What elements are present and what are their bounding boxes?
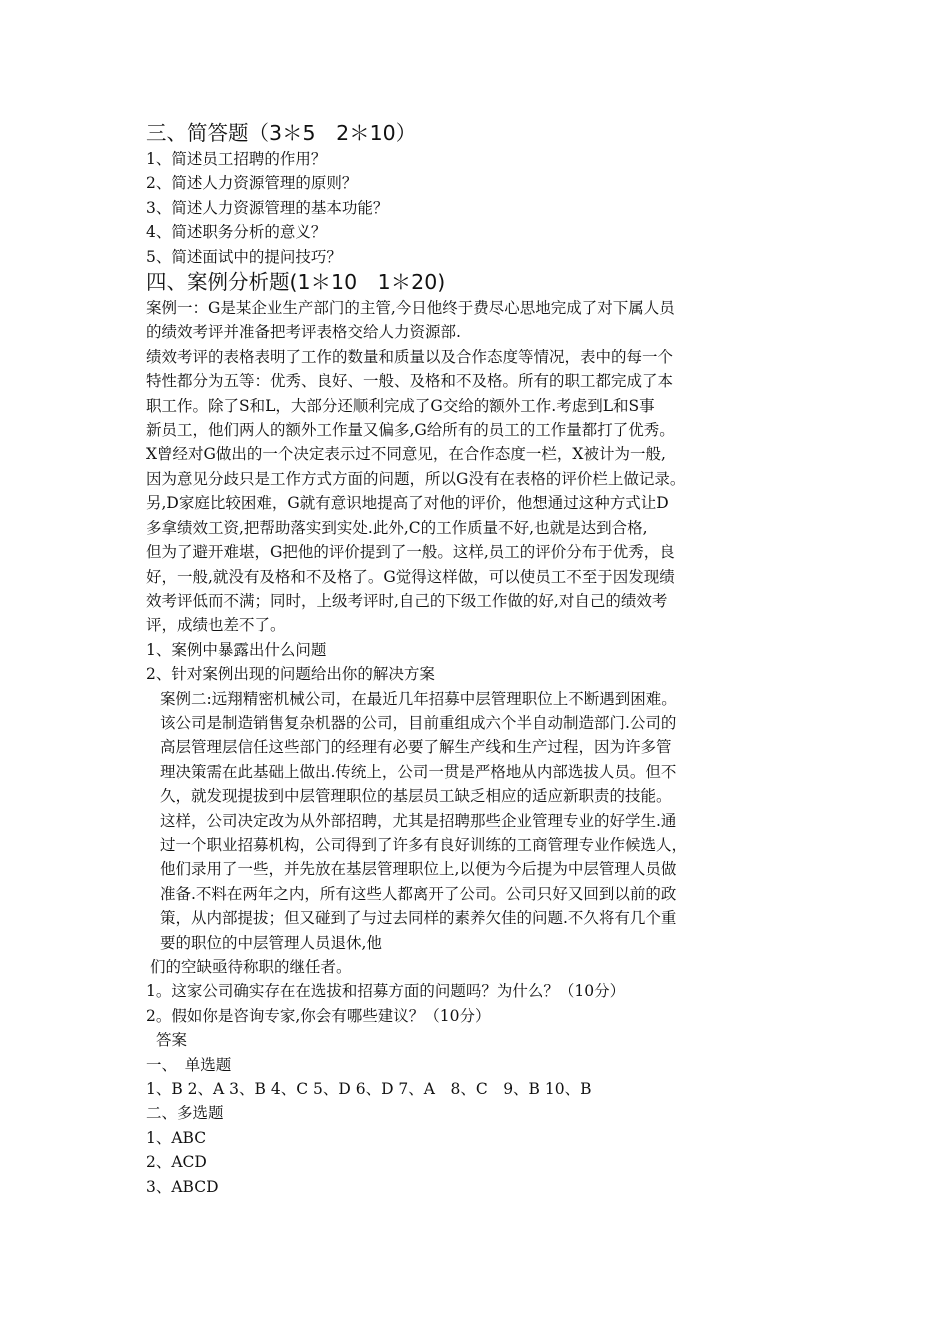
question-item: 2、简述人力资源管理的原则？ bbox=[146, 174, 358, 193]
case-1-line: 职工作。除了S和L，大部分还顺利完成了G交给的额外工作.考虑到L和S事 bbox=[146, 396, 655, 415]
case-2-questions bbox=[146, 979, 846, 1028]
question-item: 1、简述员工招聘的作用？ bbox=[146, 150, 327, 168]
case-1-line: 评，成绩也差不了。 bbox=[146, 616, 286, 635]
question-item: 4、简述职务分析的意义？ bbox=[146, 223, 327, 242]
case-1-questions bbox=[146, 638, 846, 687]
case-1-question: 1、案例中暴露出什么问题 bbox=[146, 640, 327, 659]
case-1-line: 案例一：G是某企业生产部门的主管,今日他终于费尽心思地完成了对下属人员 bbox=[146, 299, 675, 318]
section-3-question-list bbox=[146, 147, 846, 269]
case-1-line: 特性都分为五等：优秀、良好、一般、及格和不及格。所有的职工都完成了本 bbox=[146, 372, 674, 391]
case-1-line: 绩效考评的表格表明了工作的数量和质量以及合作态度等情况，表中的每一个 bbox=[146, 347, 674, 366]
multi-choice-answer: 1、ABC bbox=[146, 1128, 207, 1147]
case-2-question: 2。假如你是咨询专家,你会有哪些建议？（10分） bbox=[146, 1006, 491, 1025]
case-1-question: 2、针对案例出现的问题给出你的解决方案 bbox=[146, 665, 435, 684]
case-1-line: 因为意见分歧只是工作方式方面的问题，所以G没有在表格的评价栏上做记录。 bbox=[146, 469, 686, 488]
case-2-line: 理决策需在此基础上做出.传统上，公司一贯是严格地从内部选拔人员。但不 bbox=[160, 762, 677, 781]
answers-section bbox=[146, 1028, 846, 1199]
section-3-heading: 三、简答题（3＊5 2＊10） bbox=[146, 121, 417, 145]
case-2-tail-line: 们的空缺亟待称职的继任者。 bbox=[150, 958, 352, 976]
multi-choice-answer: 2、ACD bbox=[146, 1153, 207, 1172]
case-1-line: X曾经对G做出的一个决定表示过不同意见，在合作态度一栏，X被计为一般, bbox=[146, 445, 666, 464]
answers-title: 答案 bbox=[156, 1031, 188, 1050]
case-2-line: 高层管理层信任这些部门的经理有必要了解生产线和生产过程，因为许多管 bbox=[160, 738, 672, 757]
case-2-line: 他们录用了一些，并先放在基层管理职位上,以便为今后提为中层管理人员做 bbox=[160, 860, 677, 879]
case-1-line: 但为了避开难堪，G把他的评价提到了一般。这样,员工的评价分布于优秀，良 bbox=[146, 543, 675, 562]
document-body bbox=[146, 120, 846, 1199]
single-choice-answers: 1、B 2、A 3、B 4、C 5、D 6、D 7、A 8、C 9、B 10、B bbox=[146, 1080, 592, 1099]
case-2-question: 1。这家公司确实存在在选拔和招募方面的问题吗？为什么？（10分） bbox=[146, 982, 626, 1001]
multi-choice-answer: 3、ABCD bbox=[146, 1177, 219, 1196]
case-1-line: 效考评低而不满；同时，上级考评时,自己的下级工作做的好,对自己的绩效考 bbox=[146, 591, 668, 610]
multi-choice-heading: 二、多选题 bbox=[146, 1104, 224, 1123]
case-1-line: 好，一般,就没有及格和不及格了。G觉得这样做，可以使员工不至于因发现绩 bbox=[146, 567, 675, 586]
case-1-text bbox=[146, 296, 846, 638]
case-1-line: 新员工，他们两人的额外工作量又偏多,G给所有的员工的工作量都打了优秀。 bbox=[146, 421, 675, 440]
section-4-heading: 四、案例分析题(1＊10 1＊20) bbox=[146, 270, 446, 295]
case-2-line: 准备.不料在两年之内，所有这些人都离开了公司。公司只好又回到以前的政 bbox=[160, 884, 677, 903]
case-1-line: 另,D家庭比较困难，G就有意识地提高了对他的评价，他想通过这种方式让D bbox=[146, 494, 669, 513]
case-2-line: 案例二:远翔精密机械公司，在最近几年招募中层管理职位上不断遇到困难。 bbox=[160, 689, 677, 708]
case-2-line: 该公司是制造销售复杂机器的公司，目前重组成六个半自动制造部门.公司的 bbox=[160, 713, 677, 732]
case-2-line: 策，从内部提拔；但又碰到了与过去同样的素养欠佳的问题.不久将有几个重 bbox=[160, 909, 677, 928]
case-2-line: 这样，公司决定改为从外部招聘，尤其是招聘那些企业管理专业的好学生.通 bbox=[160, 811, 677, 830]
case-2-line: 过一个职业招募机构，公司得到了许多有良好训练的工商管理专业作候选人， bbox=[160, 835, 688, 854]
case-1-line: 多拿绩效工资,把帮助落实到实处.此外,C的工作质量不好,也就是达到合格, bbox=[146, 518, 648, 537]
question-item: 5、简述面试中的提问技巧？ bbox=[146, 247, 342, 266]
case-1-line: 的绩效考评并准备把考评表格交给人力资源部. bbox=[146, 323, 461, 342]
case-2-text bbox=[146, 687, 846, 955]
question-item: 3、简述人力资源管理的基本功能？ bbox=[146, 198, 389, 217]
single-choice-heading: 一、 单选题 bbox=[146, 1055, 232, 1074]
case-2-line: 久，就发现提拔到中层管理职位的基层员工缺乏相应的适应新职责的技能。 bbox=[160, 787, 672, 806]
case-2-line: 要的职位的中层管理人员退休,他 bbox=[160, 933, 382, 952]
